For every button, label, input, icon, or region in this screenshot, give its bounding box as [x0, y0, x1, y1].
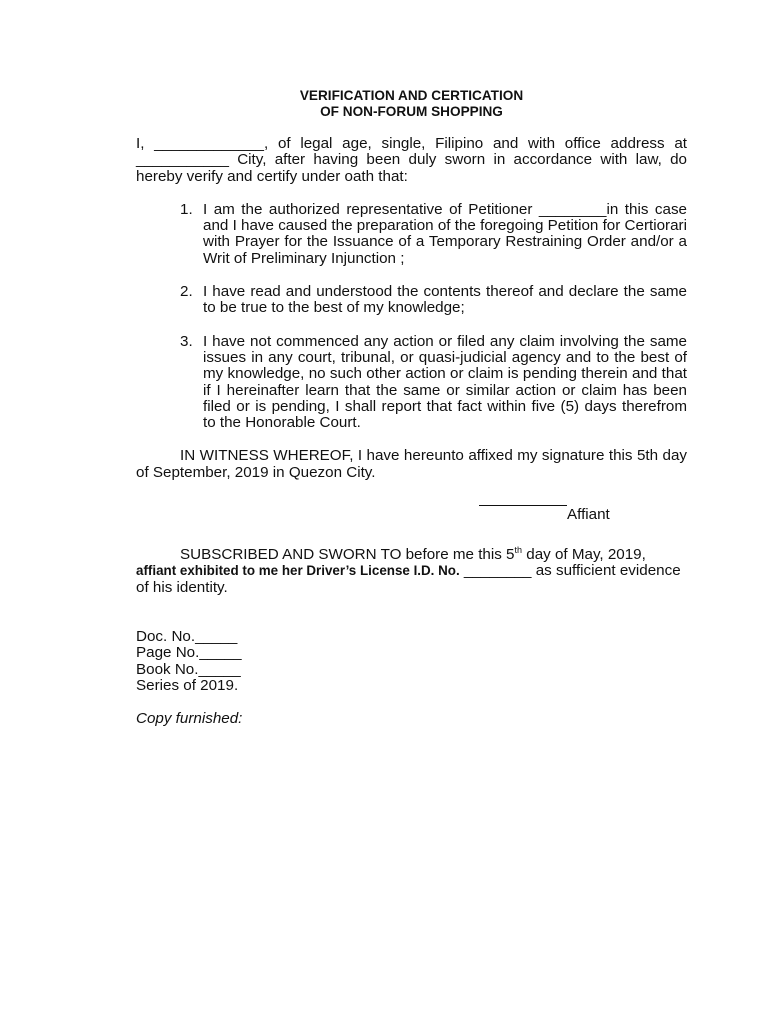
- title-line-2: OF NON-FORUM SHOPPING: [320, 103, 503, 119]
- list-item-number: 3.: [180, 332, 193, 350]
- notarial-register-block: [136, 629, 687, 694]
- jurat-paragraph: [136, 544, 687, 596]
- book-number: Book No._____: [136, 660, 241, 678]
- list-item: [136, 334, 687, 432]
- numbered-list: [136, 202, 687, 432]
- list-item-text: I have not commenced any action or filed any claim involving the same issues in any court, tribunal, or quasi-judicial agency and to the best of my knowledge, no such other action or claim is pending therein and that if I hereinafter learn that the same or similar action or claim has been filed or is pending, I shall report that fact within five (5) days therefrom to the Honorable Court.: [203, 332, 687, 432]
- signature-line: [479, 505, 567, 506]
- document-title: [136, 88, 687, 119]
- copy-furnished: Copy furnished:: [136, 710, 243, 728]
- list-item: [136, 284, 687, 317]
- doc-number: Doc. No._____: [136, 627, 238, 645]
- jurat-text-1: SUBSCRIBED AND SWORN TO before me this 5: [180, 546, 515, 564]
- affiant-signature-block: [136, 481, 687, 541]
- list-item-text: I am the authorized representative of Petitioner ________in this case and I have caused the preparation of the foregoing Petition for Certiorari with Prayer for the Issuance of a Temporary Restraining Order and/or a Writ of Preliminary Injunction ;: [203, 200, 687, 267]
- series-year: Series of 2019.: [136, 676, 239, 694]
- list-item-number: 2.: [180, 283, 193, 301]
- witness-paragraph: IN WITNESS WHEREOF, I have hereunto affixed my signature this 5th day of September, 2019 in Quezon City.: [136, 447, 687, 481]
- document-body: [136, 88, 687, 727]
- jurat-bold-text: affiant exhibited to me her Driver’s License I.D. No.: [136, 563, 460, 579]
- jurat-text-3: ________ as sufficient evidence of his identity.: [136, 562, 681, 596]
- intro-paragraph: I, _____________, of legal age, single, Filipino and with office address at ___________ City, after having been duly sworn in accordance with law, do hereby verify and certify under oath that:: [136, 135, 687, 185]
- jurat-text-2: day of May, 2019,: [522, 546, 646, 564]
- page-number: Page No._____: [136, 644, 242, 662]
- list-item-text: I have read and understood the contents thereof and declare the same to be true to the best of my knowledge;: [203, 283, 687, 317]
- list-item-number: 1.: [180, 200, 193, 218]
- jurat-superscript: th: [514, 544, 523, 555]
- title-line-1: VERIFICATION AND CERTICATION: [299, 88, 524, 103]
- list-item: [136, 202, 687, 267]
- affiant-label: Affiant: [567, 506, 610, 524]
